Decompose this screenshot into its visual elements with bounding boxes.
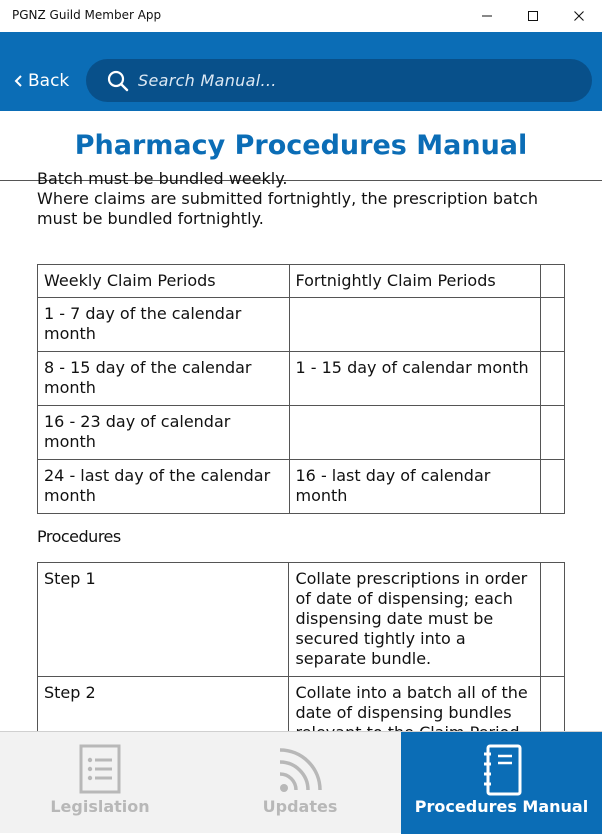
table-row bbox=[38, 563, 565, 677]
table-spacer-cell bbox=[541, 460, 565, 514]
minimize-button[interactable] bbox=[464, 0, 510, 32]
nav-label: Procedures Manual bbox=[414, 797, 589, 816]
table-cell: 1 - 7 day of the calendar month bbox=[38, 298, 290, 352]
app-title: PGNZ Guild Member App bbox=[12, 8, 162, 22]
paragraph-text: Where claims are submitted fortnightly, the prescription batch must be bundled fortnightly. bbox=[37, 189, 539, 228]
table-header-cell: Weekly Claim Periods bbox=[38, 265, 290, 298]
table-cell: Step 1 bbox=[38, 563, 289, 677]
maximize-button[interactable] bbox=[510, 0, 556, 32]
nav-label: Legislation bbox=[50, 797, 150, 816]
table-header-row bbox=[38, 265, 565, 298]
nav-item-procedures-manual[interactable] bbox=[401, 732, 602, 834]
procedures-heading: Procedures bbox=[37, 527, 121, 546]
maximize-icon bbox=[527, 10, 539, 22]
close-icon bbox=[573, 10, 585, 22]
table-cell: Step 2 bbox=[38, 677, 289, 757]
partial-text-line: Batch must be bundled weekly. bbox=[37, 169, 288, 188]
title-bar bbox=[0, 0, 602, 32]
legislation-list-icon bbox=[79, 744, 121, 794]
updates-rss-icon bbox=[278, 744, 322, 794]
table-header-cell: Fortnightly Claim Periods bbox=[289, 265, 541, 298]
table-spacer-cell bbox=[541, 298, 565, 352]
close-button[interactable] bbox=[556, 0, 602, 32]
table-cell: 16 - last day of calendar month bbox=[289, 460, 541, 514]
nav-label: Updates bbox=[262, 797, 338, 816]
page-title: Pharmacy Procedures Manual bbox=[74, 130, 528, 161]
bottom-nav bbox=[0, 731, 602, 833]
table-cell: 24 - last day of the calendar month bbox=[38, 460, 290, 514]
search-icon bbox=[106, 69, 130, 93]
table-spacer-cell bbox=[541, 406, 565, 460]
table-cell bbox=[289, 298, 541, 352]
minimize-icon bbox=[481, 10, 493, 22]
chevron-left-icon bbox=[14, 74, 24, 88]
table-cell: 1 - 15 day of calendar month bbox=[289, 352, 541, 406]
back-label: Back bbox=[28, 71, 70, 91]
table-cell bbox=[289, 406, 541, 460]
table-row bbox=[38, 460, 565, 514]
table-cell: Collate into a batch all of the date of dispensing bundles bbox=[289, 677, 541, 757]
table-cell: 8 - 15 day of the calendar month bbox=[38, 352, 290, 406]
search-input[interactable] bbox=[86, 59, 592, 102]
table-spacer-cell bbox=[541, 352, 565, 406]
manual-content[interactable] bbox=[0, 169, 602, 731]
table-spacer-cell bbox=[541, 265, 565, 298]
nav-item-updates[interactable] bbox=[200, 732, 400, 834]
table-row bbox=[38, 352, 565, 406]
table-spacer-cell bbox=[541, 563, 565, 677]
claim-periods-table bbox=[37, 264, 565, 514]
table-cell: 16 - 23 day of calendar month bbox=[38, 406, 290, 460]
table-row bbox=[38, 298, 565, 352]
table-cell: Collate prescriptions in order of date of dispensing; each dispensing date must be secured tightly into a separate bundle. bbox=[289, 563, 541, 677]
search-placeholder: Search Manual... bbox=[138, 71, 277, 90]
back-button[interactable] bbox=[14, 66, 69, 96]
nav-item-legislation[interactable] bbox=[0, 732, 200, 834]
table-row bbox=[38, 406, 565, 460]
procedures-notebook-icon bbox=[482, 744, 522, 796]
procedures-table bbox=[37, 562, 565, 757]
